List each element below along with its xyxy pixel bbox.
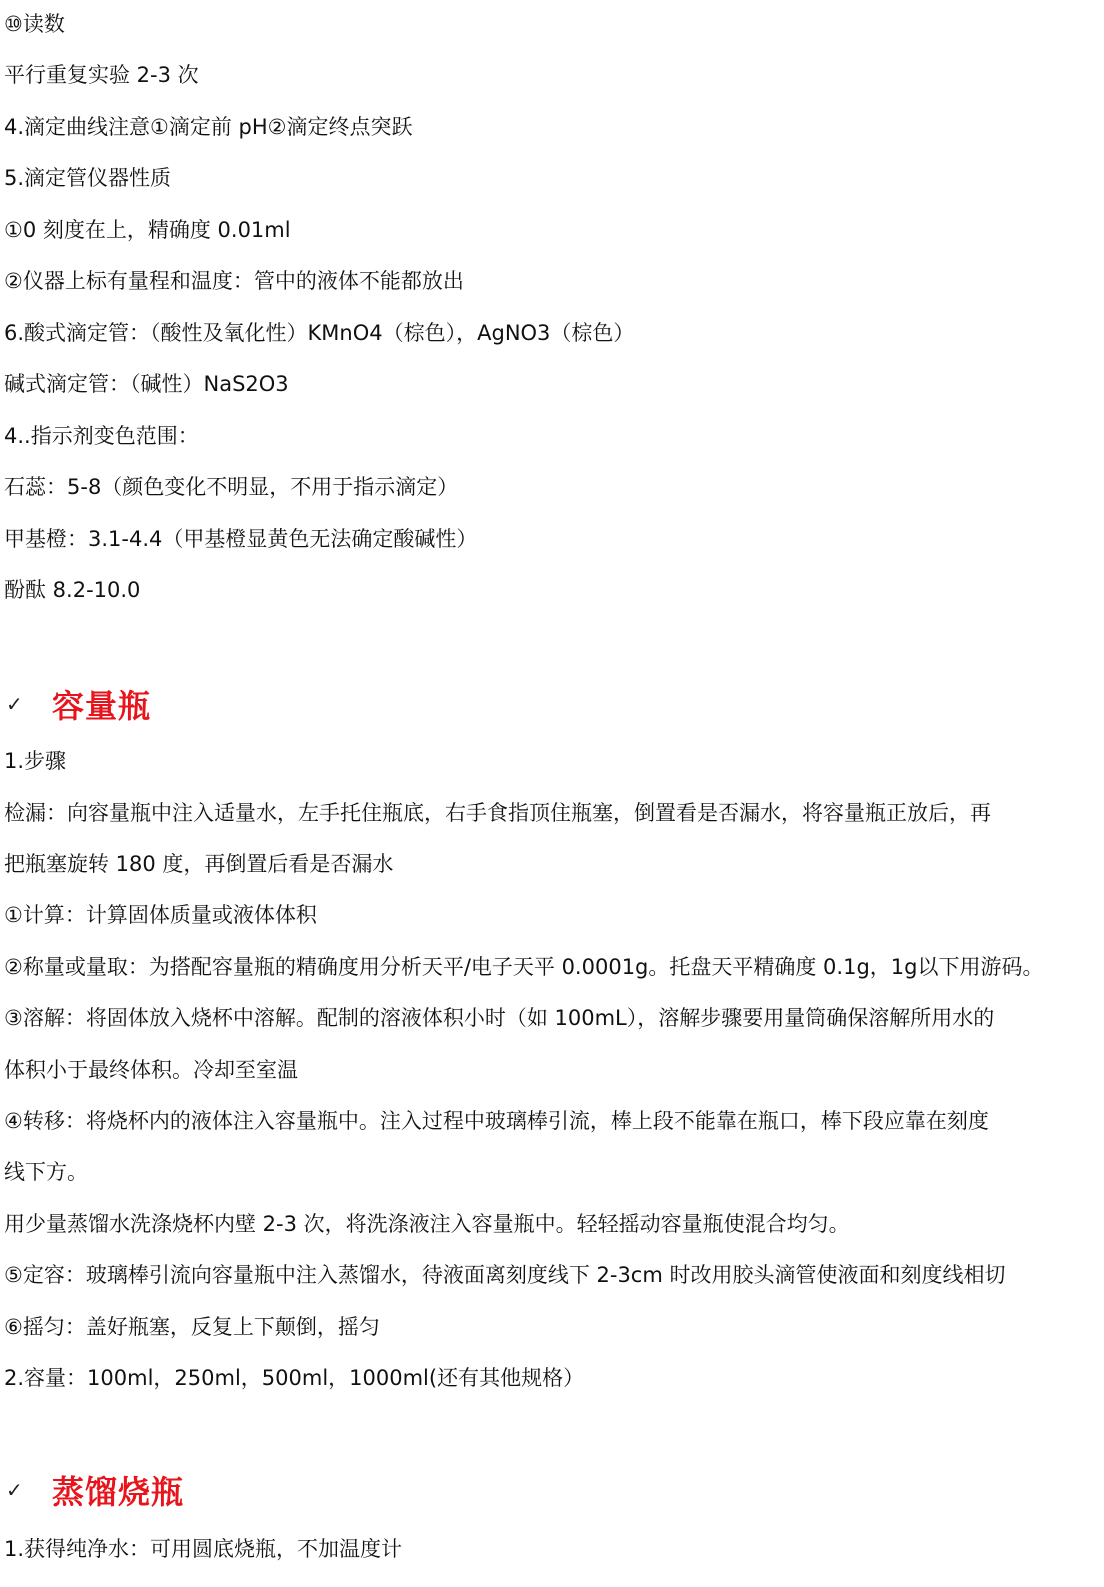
text-line: 平行重复实验 2-3 次: [4, 63, 199, 87]
text-line: 检漏：向容量瓶中注入适量水，左手托住瓶底，右手食指顶住瓶塞，倒置看是否漏水，将容量瓶正放后，再: [4, 801, 991, 825]
checkmark-icon: ✓: [6, 1478, 23, 1502]
text-line: ⑩读数: [4, 12, 65, 36]
text-line: 石蕊：5-8（颜色变化不明显，不用于指示滴定）: [4, 475, 459, 499]
text-line: 碱式滴定管：（碱性）NaS2O3: [4, 372, 289, 396]
text-line: ①0 刻度在上，精确度 0.01ml: [4, 218, 291, 242]
text-line: 酚酞 8.2-10.0: [4, 578, 141, 602]
text-line: 1.步骤: [4, 749, 67, 773]
text-line: 4.滴定曲线注意①滴定前 pH②滴定终点突跃: [4, 115, 413, 139]
text-line: ②称量或量取：为搭配容量瓶的精确度用分析天平/电子天平 0.0001g。托盘天平精确度 0.1g，1g以下用游码。: [4, 955, 1044, 979]
text-line: ②仪器上标有量程和温度：管中的液体不能都放出: [4, 269, 464, 293]
text-line: 2.容量：100ml，250ml，500ml，1000ml(还有其他规格）: [4, 1366, 585, 1390]
text-line: 1.获得纯净水：可用圆底烧瓶，不加温度计: [4, 1537, 403, 1561]
section-title: 容量瓶: [52, 687, 152, 725]
text-line: 4..指示剂变色范围：: [4, 424, 199, 448]
section-heading-volumetric-flask: [6, 680, 151, 728]
text-line: ①计算：计算固体质量或液体体积: [4, 903, 317, 927]
text-line: 6.酸式滴定管：（酸性及氧化性）KMnO4（棕色），AgNO3（棕色）: [4, 321, 635, 345]
text-line: ③溶解：将固体放入烧杯中溶解。配制的溶液体积小时（如 100mL），溶解步骤要用量筒确保溶解所用水的: [4, 1006, 995, 1030]
text-line: ⑤定容：玻璃棒引流向容量瓶中注入蒸馏水，待液面离刻度线下 2-3cm 时改用胶头滴管使液面和刻度线相切: [4, 1263, 1006, 1287]
section-heading-distillation-flask: [6, 1466, 184, 1514]
text-line: 5.滴定管仪器性质: [4, 166, 172, 190]
text-line: 甲基橙：3.1-4.4（甲基橙显黄色无法确定酸碱性）: [4, 527, 478, 551]
text-line: 体积小于最终体积。冷却至室温: [4, 1058, 298, 1082]
text-line: 线下方。: [4, 1160, 88, 1184]
text-line: ④转移：将烧杯内的液体注入容量瓶中。注入过程中玻璃棒引流，棒上段不能靠在瓶口，棒下段应靠在刻度: [4, 1109, 989, 1133]
text-line: 用少量蒸馏水洗涤烧杯内壁 2-3 次，将洗涤液注入容量瓶中。轻轻摇动容量瓶使混合均匀。: [4, 1212, 850, 1236]
text-line: 把瓶塞旋转 180 度，再倒置后看是否漏水: [4, 852, 394, 876]
section-title: 蒸馏烧瓶: [52, 1473, 185, 1511]
checkmark-icon: ✓: [6, 692, 23, 716]
text-line: ⑥摇匀：盖好瓶塞，反复上下颠倒，摇匀: [4, 1315, 380, 1339]
